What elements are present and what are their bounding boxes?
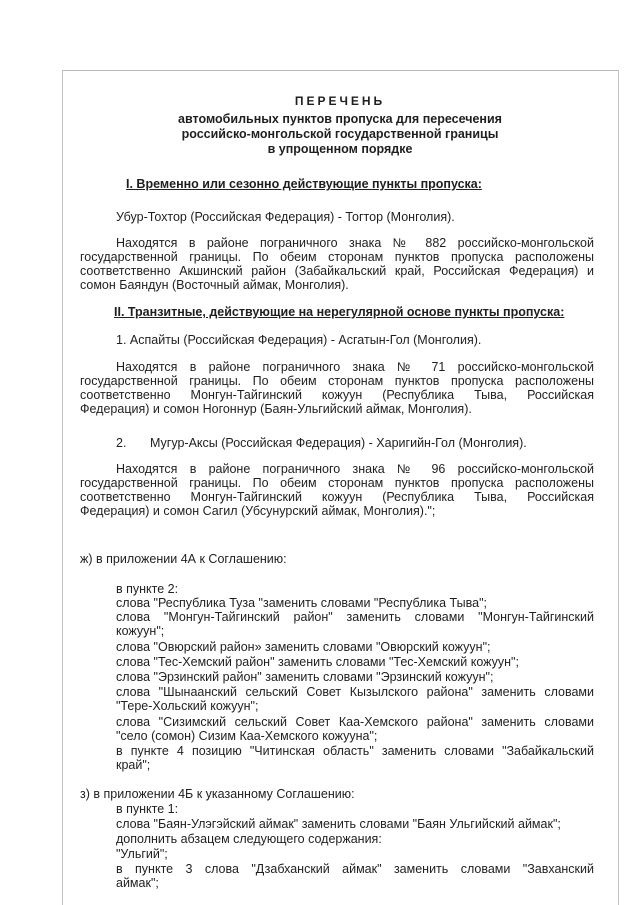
amendment-zh-line: слова "Тес-Хемский район" заменить словами "Тес-Хемский кожуун"; (116, 655, 519, 669)
amendment-z-line: в пункте 1: (116, 802, 179, 816)
page-left-edge (62, 70, 63, 905)
amendment-zh-line: в пункте 4 позицию "Читинская область" заменить словами "Забайкальский (116, 744, 594, 758)
section-1-para-line: соответственно Акшинский район (Забайкальский край, Российская Федерация) и (80, 264, 594, 278)
amendment-z-line: слова "Баян-Улэгэйский аймак" заменить словами "Баян Ульгийский аймак"; (116, 817, 561, 831)
section-2-para-2-line: государственной границы. По обеим сторонам пунктов пропуска расположены (80, 476, 594, 490)
amendment-z-line: дополнить абзацем следующего содержания: (116, 832, 382, 846)
page-right-edge (618, 70, 619, 905)
amendment-zh-line: край"; (116, 758, 151, 772)
section-1-para-line: государственной границы. По обеим сторонам пунктов пропуска расположены (80, 250, 594, 264)
amendment-z-intro: з) в приложении 4Б к указанному Соглашению: (80, 787, 355, 801)
title-subline-3: в упрощенном порядке (267, 142, 413, 156)
page-top-edge (62, 70, 618, 71)
section-2-para-2-line: соответственно Монгун-Тайгинский кожуун (Республика Тыва, Российская (80, 490, 594, 504)
section-2-point-2: Мугур-Аксы (Российская Федерация) - Харигийн-Гол (Монголия). (150, 436, 527, 450)
section-1-para-line: сомон Баяндун (Восточный аймак, Монголия). (80, 278, 349, 292)
section-2-para-2-line: Находятся в районе пограничного знака № 96 российско-монгольской (116, 462, 594, 476)
section-1-heading: I. Временно или сезонно действующие пункты пропуска: (126, 177, 482, 191)
section-2-para-1-line: Федерация) и сомон Ногоннур (Баян-Ульгийский аймак, Монголия). (80, 402, 472, 416)
section-2-para-1-line: соответственно Монгун-Тайгинский кожуун (Республика Тыва, Российская (80, 388, 594, 402)
amendment-z-line: в пункте 3 слова "Дзабханский аймак" заменить словами "Завханский (116, 862, 594, 876)
section-2-point-1: 1. Аспайты (Российская Федерация) - Асгатын-Гол (Монголия). (116, 333, 482, 347)
amendment-zh-line: слова "Эрзинский район" заменить словами "Эрзинский кожуун"; (116, 670, 494, 684)
section-1-para-line: Находятся в районе пограничного знака № 882 российско-монгольской (116, 236, 594, 250)
amendment-zh-line: слова "Республика Туза "заменить словами "Республика Тыва"; (116, 596, 487, 610)
section-2-para-2-line: Федерация) и сомон Сагил (Убсунурский аймак, Монголия)."; (80, 504, 436, 518)
title-subline-1: автомобильных пунктов пропуска для пересечения (178, 112, 502, 126)
section-2-para-1-line: государственной границы. По обеим сторонам пунктов пропуска расположены (80, 374, 594, 388)
amendment-zh-line: слова "Шынаанский сельский Совет Кызылского района" заменить словами (116, 685, 594, 699)
amendment-zh-line: слова "Монгун-Тайгинский район" заменить словами "Монгун-Тайгинский (116, 610, 594, 624)
section-2-point-2-number: 2. (116, 436, 127, 450)
section-2-para-1-line: Находятся в районе пограничного знака № 71 российско-монгольской (116, 360, 594, 374)
amendment-zh-line: слова "Овюрский район» заменить словами "Овюрский кожуун"; (116, 640, 491, 654)
document-title: ПЕРЕЧЕНЬ (294, 94, 386, 108)
amendment-zh-line: "Тере-Хольский кожуун"; (116, 699, 259, 713)
title-subline-2: российско-монгольской государственной границы (181, 127, 499, 141)
amendment-zh-intro: ж) в приложении 4А к Соглашению: (80, 552, 287, 566)
amendment-z-line: "Ульгий"; (116, 847, 168, 861)
amendment-zh-line: кожуун"; (116, 624, 165, 638)
amendment-zh-line: в пункте 2: (116, 582, 179, 596)
section-1-point: Убур-Тохтор (Российская Федерация) - Тогтор (Монголия). (116, 210, 455, 224)
amendment-z-line: аймак"; (116, 876, 159, 890)
amendment-zh-line: слова "Сизимский сельский Совет Каа-Хемского района" заменить словами (116, 715, 594, 729)
section-2-heading: II. Транзитные, действующие на нерегулярной основе пункты пропуска: (114, 305, 565, 319)
amendment-zh-line: "село (сомон) Сизим Каа-Хемского кожууна"; (116, 729, 378, 743)
